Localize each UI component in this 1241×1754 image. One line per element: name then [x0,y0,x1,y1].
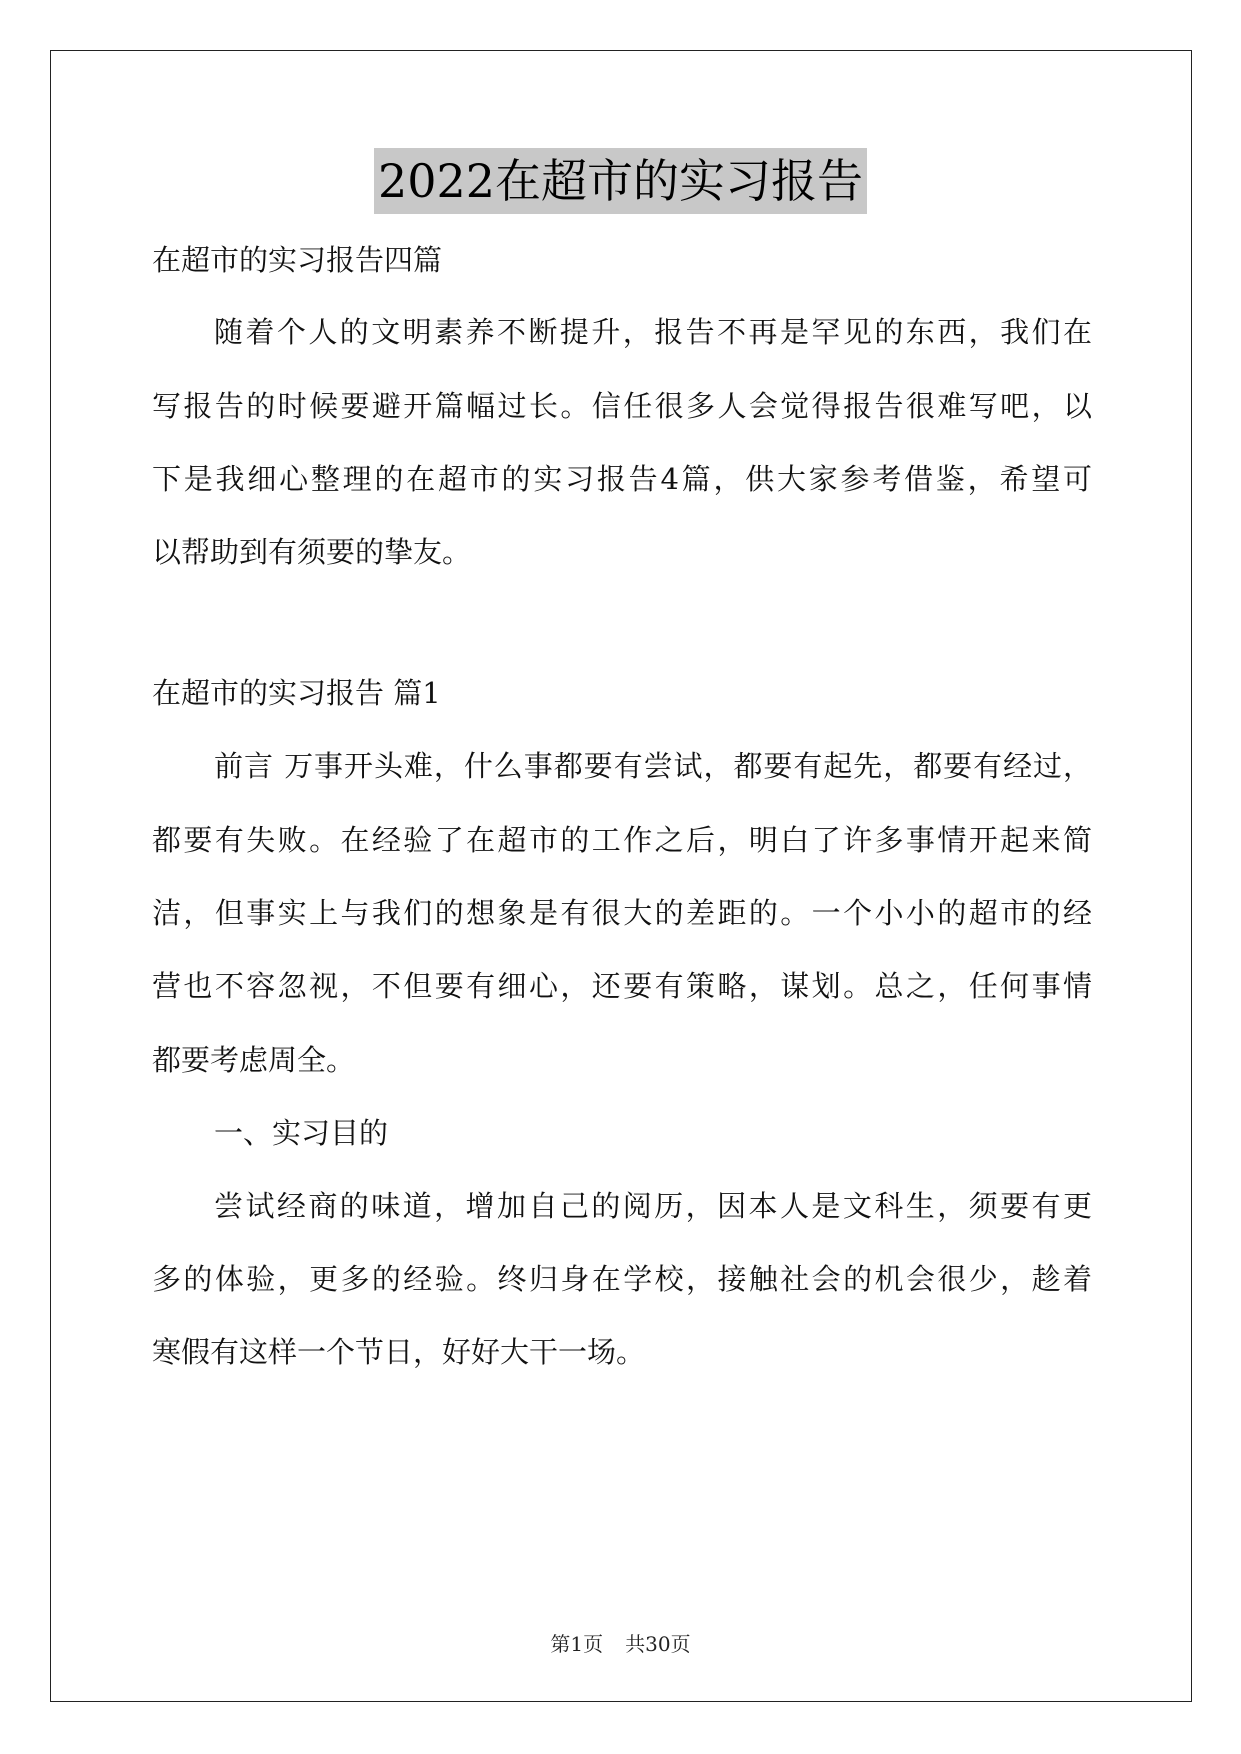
paragraph-line: 营也不容忽视，不但要有细心，还要有策略，谋划。总之，任何事情 [152,969,1092,1003]
page-total: 共30页 [625,1632,691,1656]
section-heading: 在超市的实习报告 篇1 [152,676,441,710]
page-footer [0,1630,1241,1658]
title-block [0,148,1241,214]
subtitle-line: 在超市的实习报告四篇 [152,243,443,277]
paragraph-line: 都要考虑周全。 [152,1043,356,1077]
subsection-heading: 一、实习目的 [214,1116,389,1150]
paragraph-line: 随着个人的文明素养不断提升，报告不再是罕见的东西，我们在 [214,315,1092,349]
paragraph-line: 都要有失败。在经验了在超市的工作之后，明白了许多事情开起来简 [152,823,1092,857]
paragraph-line: 寒假有这样一个节日，好好大干一场。 [152,1335,646,1369]
paragraph-line: 多的体验，更多的经验。终归身在学校，接触社会的机会很少，趁着 [152,1262,1092,1296]
paragraph-line: 以帮助到有须要的挚友。 [152,535,472,569]
paragraph-line: 写报告的时候要避开篇幅过长。信任很多人会觉得报告很难写吧，以 [152,389,1092,423]
document-title: 2022在超市的实习报告 [374,148,867,214]
paragraph-line: 前言 万事开头难，什么事都要有尝试，都要有起先，都要有经过， [214,749,1092,783]
page-number: 第1页 [550,1632,604,1656]
paragraph-line: 下是我细心整理的在超市的实习报告4篇，供大家参考借鉴，希望可 [152,462,1092,496]
page-border [50,50,1192,1702]
paragraph-line: 洁，但事实上与我们的想象是有很大的差距的。一个小小的超市的经 [152,896,1092,930]
paragraph-line: 尝试经商的味道，增加自己的阅历，因本人是文科生，须要有更 [214,1189,1092,1223]
